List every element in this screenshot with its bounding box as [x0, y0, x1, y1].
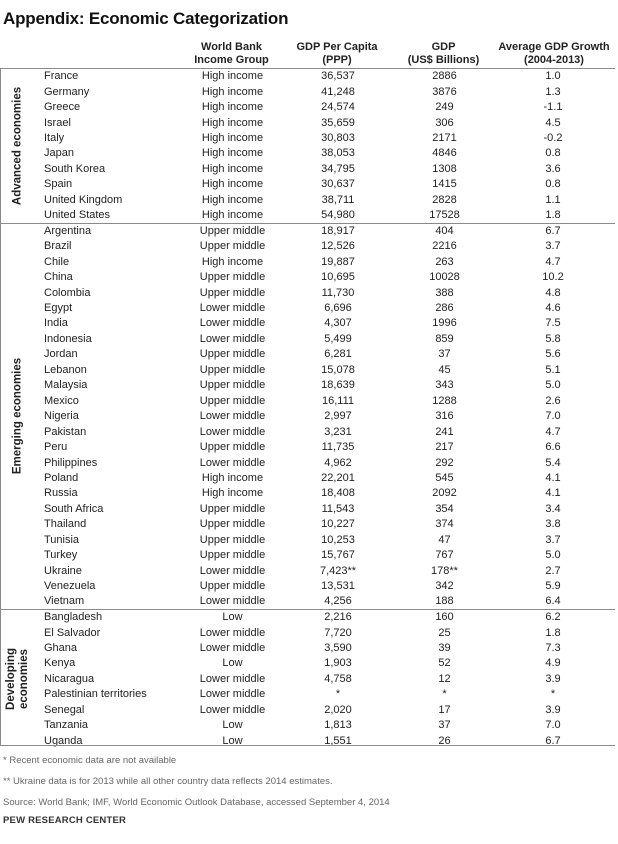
country-cell: Palestinian territories [44, 688, 147, 701]
gdp-per-capita-cell: 16,111 [321, 394, 354, 407]
column-header-line: World Bank [201, 41, 262, 53]
growth-cell: 4.7 [545, 255, 561, 268]
column-header-line: (US$ Billions) [407, 54, 480, 66]
growth-cell: -1.1 [543, 101, 563, 114]
country-cell: Chile [44, 255, 70, 268]
country-cell: Russia [44, 487, 78, 500]
gdp-cell: 1415 [432, 178, 457, 191]
growth-cell: 1.1 [545, 193, 561, 206]
gdp-cell: 343 [435, 379, 454, 392]
gdp-per-capita-cell: 10,253 [321, 533, 355, 546]
growth-cell: 1.8 [545, 626, 561, 639]
table-row [0, 640, 615, 655]
table-row [0, 362, 615, 377]
growth-cell: 3.7 [545, 240, 561, 253]
growth-cell: 4.5 [545, 116, 561, 129]
gdp-cell: 1308 [432, 162, 457, 175]
country-cell: Thailand [44, 518, 87, 531]
column-header-line: Income Group [194, 54, 269, 66]
gdp-per-capita-cell: 11,730 [321, 286, 355, 299]
income-group-cell: Upper middle [199, 533, 266, 546]
country-cell: Turkey [44, 549, 78, 562]
brand-label: PEW RESEARCH CENTER [3, 815, 127, 826]
gdp-per-capita-cell: 24,574 [321, 101, 355, 114]
growth-cell: 5.4 [545, 456, 561, 469]
country-cell: Mexico [44, 394, 79, 407]
growth-cell: 10.2 [542, 271, 564, 284]
gdp-per-capita-cell: 7,423** [319, 564, 357, 577]
gdp-per-capita-cell: 4,758 [324, 672, 352, 685]
country-cell: Italy [44, 132, 65, 145]
growth-cell: 5.1 [545, 363, 561, 376]
country-cell: Indonesia [44, 332, 92, 345]
growth-cell: -0.2 [543, 132, 563, 145]
country-cell: Tunisia [44, 533, 80, 546]
column-header-line: (PPP) [322, 54, 352, 66]
table-row [0, 455, 615, 470]
gdp-per-capita-cell: 2,020 [324, 703, 352, 716]
gdp-cell: 4846 [432, 147, 457, 160]
income-group-cell: Lower middle [199, 302, 266, 315]
income-group-cell: High income [201, 101, 264, 114]
gdp-per-capita-cell: 4,256 [324, 595, 352, 608]
gdp-per-capita-cell: 18,917 [278, 223, 398, 238]
column-header-line: Average GDP Growth [498, 41, 610, 53]
income-group-cell: Lower middle [199, 456, 266, 469]
table-row [0, 578, 615, 593]
gdp-per-capita-cell: 2,216 [278, 609, 398, 624]
income-group-cell: Lower middle [199, 672, 266, 685]
income-group-cell: Low [222, 719, 243, 732]
table-row [0, 378, 615, 393]
gdp-per-capita-cell: 18,639 [321, 379, 355, 392]
income-group-cell: High income [201, 132, 264, 145]
country-cell: Spain [44, 178, 73, 191]
gdp-per-capita-cell: 38,711 [321, 193, 355, 206]
gdp-per-capita-cell: 3,231 [324, 425, 352, 438]
gdp-per-capita-cell: 10,695 [321, 271, 355, 284]
income-group-cell: Upper middle [199, 348, 266, 361]
gdp-per-capita-cell: 15,767 [321, 549, 355, 562]
country-cell: Kenya [44, 657, 76, 670]
growth-cell: 7.0 [545, 410, 561, 423]
income-group-cell: High income [201, 487, 264, 500]
country-cell: Vietnam [44, 595, 85, 608]
income-group-cell: Upper middle [199, 580, 266, 593]
growth-cell: 6.7 [545, 734, 561, 747]
gdp-cell: 545 [435, 472, 454, 484]
income-group-cell: Upper middle [199, 379, 266, 392]
growth-cell: 3.4 [545, 502, 561, 515]
gdp-per-capita-cell: 2,997 [324, 410, 352, 423]
income-group-cell: Upper middle [199, 286, 266, 299]
table-row [0, 254, 615, 269]
gdp-cell: 354 [435, 502, 454, 515]
country-cell: Japan [44, 147, 74, 160]
gdp-cell: 388 [435, 286, 454, 299]
growth-cell: 4.1 [545, 472, 561, 484]
table-row [0, 486, 615, 501]
income-group-cell: Lower middle [199, 410, 266, 423]
income-group-cell: Upper middle [199, 518, 266, 531]
growth-cell: 1.0 [491, 69, 615, 84]
gdp-per-capita-cell: 54,980 [321, 209, 355, 222]
growth-cell: 4.1 [545, 487, 561, 500]
country-cell: Nigeria [44, 410, 79, 423]
growth-cell: * [550, 688, 556, 701]
column-header-line: GDP [431, 41, 456, 53]
growth-cell: 2.7 [545, 564, 561, 577]
column-header-line: (2004-2013) [524, 54, 584, 66]
gdp-cell: 1288 [432, 394, 457, 407]
income-group-cell: Lower middle [199, 317, 266, 330]
income-group-cell: Lower middle [199, 641, 266, 654]
country-cell: South Korea [44, 162, 106, 175]
income-group-cell: High income [201, 147, 264, 160]
income-group-cell: High income [201, 162, 264, 175]
gdp-per-capita-cell: 4,307 [324, 317, 352, 330]
gdp-cell: * [442, 688, 447, 701]
growth-cell: 3.7 [545, 533, 561, 546]
table-row [0, 517, 615, 532]
gdp-cell: 188 [435, 595, 454, 608]
gdp-cell: 1996 [432, 317, 457, 330]
country-cell: El Salvador [44, 626, 101, 639]
table-row [0, 238, 615, 253]
gdp-per-capita-cell: 30,637 [321, 178, 355, 191]
income-group-cell: Upper middle [199, 549, 266, 562]
gdp-per-capita-cell: 38,053 [321, 147, 355, 160]
income-group-cell: Upper middle [199, 441, 266, 454]
gdp-cell: 12 [438, 672, 451, 685]
economic-categorization-table [0, 68, 615, 748]
country-cell: Poland [44, 472, 79, 484]
gdp-per-capita-cell: 3,590 [324, 641, 352, 654]
growth-cell: 6.7 [491, 223, 615, 238]
gdp-per-capita-cell: 41,248 [321, 85, 355, 98]
table-row [0, 439, 615, 454]
country-cell: Jordan [44, 348, 78, 361]
gdp-per-capita-cell: 1,551 [324, 734, 352, 747]
income-group-cell: High income [187, 69, 278, 84]
gdp-cell: 2171 [432, 132, 457, 145]
income-group-cell: Lower middle [199, 626, 266, 639]
table-row [0, 671, 615, 686]
income-group-cell: Lower middle [199, 564, 266, 577]
country-cell: China [44, 271, 73, 284]
table-row [0, 300, 615, 315]
table-row [0, 347, 615, 362]
table-row [0, 532, 615, 547]
gdp-cell: 37 [438, 719, 451, 732]
group-label-line: Developing [5, 648, 17, 711]
country-cell: Uganda [44, 734, 83, 747]
income-group-cell: High income [201, 116, 264, 129]
gdp-cell: 52 [438, 657, 451, 670]
gdp-cell: 26 [438, 734, 451, 747]
table-row [0, 208, 615, 223]
gdp-per-capita-cell: 1,813 [324, 719, 352, 732]
growth-cell: 6.2 [491, 609, 615, 624]
growth-cell: 1.8 [545, 209, 561, 222]
growth-cell: 0.8 [545, 178, 561, 191]
gdp-cell: 286 [435, 302, 454, 315]
country-cell: Philippines [44, 456, 98, 469]
gdp-cell: 767 [435, 549, 454, 562]
growth-cell: 6.4 [545, 595, 561, 608]
income-group-cell: Lower middle [199, 332, 266, 345]
growth-cell: 4.9 [545, 657, 561, 670]
growth-cell: 5.0 [545, 379, 561, 392]
gdp-cell: 292 [435, 456, 454, 469]
gdp-per-capita-cell: * [335, 688, 341, 701]
gdp-cell: 2886 [398, 69, 491, 84]
gdp-cell: 17 [438, 703, 451, 716]
country-cell: Germany [44, 85, 90, 98]
gdp-cell: 45 [438, 363, 451, 376]
country-cell: Nicaragua [44, 672, 95, 685]
table-row [0, 625, 615, 640]
table-left-border [0, 68, 1, 745]
column-header-income-group [186, 41, 277, 67]
column-header-gdp [397, 41, 490, 67]
country-cell: South Africa [44, 502, 104, 515]
table-row [0, 718, 615, 733]
gdp-per-capita-cell: 19,887 [321, 255, 355, 268]
gdp-cell: 2092 [432, 487, 457, 500]
gdp-cell: 404 [398, 223, 491, 238]
country-cell: Brazil [44, 240, 72, 253]
table-row [0, 393, 615, 408]
table-row [0, 702, 615, 717]
gdp-cell: 160 [398, 609, 491, 624]
country-cell: Pakistan [44, 425, 87, 438]
footnote-recent-data: * Recent economic data are not available [3, 755, 177, 766]
gdp-per-capita-cell: 4,962 [324, 456, 352, 469]
country-cell: Bangladesh [36, 609, 187, 624]
income-group-cell: Upper middle [199, 502, 266, 515]
table-row [0, 656, 615, 671]
table-row [0, 269, 615, 284]
table-row [0, 331, 615, 346]
gdp-per-capita-cell: 11,735 [321, 441, 355, 454]
income-group-cell: Upper middle [199, 394, 266, 407]
growth-cell: 2.6 [545, 394, 561, 407]
table-row [0, 99, 615, 114]
income-group-cell: High income [201, 193, 264, 206]
income-group-cell: Lower middle [199, 595, 266, 608]
gdp-per-capita-cell: 6,696 [324, 302, 352, 315]
income-group-cell: High income [201, 209, 264, 222]
column-header-gdp-per-capita [277, 41, 397, 67]
gdp-cell: 316 [435, 410, 454, 423]
group-label [12, 87, 25, 205]
gdp-per-capita-cell: 30,803 [321, 132, 355, 145]
table-row [0, 161, 615, 176]
growth-cell: 5.9 [545, 580, 561, 593]
gdp-cell: 2216 [432, 240, 457, 253]
table-row [0, 609, 615, 624]
income-group-cell: High income [201, 255, 264, 268]
gdp-cell: 263 [435, 255, 454, 268]
gdp-cell: 17528 [429, 209, 460, 222]
growth-cell: 0.8 [545, 147, 561, 160]
gdp-cell: 47 [438, 533, 451, 546]
growth-cell: 7.5 [545, 317, 561, 330]
growth-cell: 7.0 [545, 719, 561, 732]
country-cell: Senegal [44, 703, 85, 716]
gdp-per-capita-cell: 1,903 [324, 657, 352, 670]
country-cell: France [36, 69, 187, 84]
gdp-cell: 37 [438, 348, 451, 361]
country-cell: Ukraine [44, 564, 82, 577]
gdp-cell: 217 [435, 441, 454, 454]
gdp-cell: 306 [435, 116, 454, 129]
table-row [0, 177, 615, 192]
country-cell: United States [44, 209, 111, 222]
table-row [0, 69, 615, 84]
income-group-cell: Low [222, 657, 243, 670]
country-cell: Ghana [44, 641, 78, 654]
table-row [0, 285, 615, 300]
growth-cell: 3.9 [545, 703, 561, 716]
growth-cell: 4.6 [545, 302, 561, 315]
growth-cell: 3.9 [545, 672, 561, 685]
growth-cell: 5.8 [545, 332, 561, 345]
growth-cell: 5.6 [545, 348, 561, 361]
income-group-cell: Lower middle [199, 703, 266, 716]
table-row [0, 563, 615, 578]
group-label-cell [0, 223, 36, 609]
gdp-per-capita-cell: 18,408 [321, 487, 355, 500]
table-row [0, 501, 615, 516]
table-row [0, 84, 615, 99]
page-title: Appendix: Economic Categorization [3, 9, 289, 28]
table-row [0, 223, 615, 238]
column-header-growth [490, 41, 618, 67]
table-row [0, 192, 615, 207]
gdp-cell: 2828 [432, 193, 457, 206]
growth-cell: 6.6 [545, 441, 561, 454]
gdp-cell: 39 [438, 641, 451, 654]
table-row [0, 594, 615, 609]
gdp-per-capita-cell: 15,078 [321, 363, 355, 376]
country-cell: Argentina [36, 223, 187, 238]
income-group-cell: Upper middle [187, 223, 278, 238]
group-label [12, 358, 25, 474]
table-row [0, 408, 615, 423]
growth-cell: 3.8 [545, 518, 561, 531]
income-group-cell: Low [222, 734, 243, 747]
country-cell: United Kingdom [44, 193, 123, 206]
gdp-per-capita-cell: 11,543 [321, 502, 355, 515]
income-group-cell: Low [187, 609, 278, 624]
group-label-line: Emerging economies [11, 358, 24, 475]
gdp-cell: 249 [435, 101, 454, 114]
table-row [0, 130, 615, 145]
table-row [0, 424, 615, 439]
income-group-cell: High income [201, 178, 264, 191]
country-cell: Egypt [44, 302, 73, 315]
gdp-per-capita-cell: 36,537 [278, 69, 398, 84]
country-cell: Tanzania [44, 719, 89, 732]
income-group-cell: Lower middle [199, 688, 266, 701]
income-group-cell: High income [201, 472, 264, 484]
source-note: Source: World Bank; IMF, World Economic Outlook Database, accessed September 4, 2014 [3, 797, 390, 808]
group-label-line: economies [18, 649, 30, 710]
gdp-per-capita-cell: 12,526 [321, 240, 355, 253]
group-label-line: Advanced economies [11, 86, 24, 205]
table-row [0, 316, 615, 331]
income-group-cell: High income [201, 85, 264, 98]
growth-cell: 4.8 [545, 286, 561, 299]
gdp-per-capita-cell: 5,499 [324, 332, 352, 345]
table-row [0, 733, 615, 748]
group-label-cell [0, 609, 36, 748]
income-group-cell: Upper middle [199, 363, 266, 376]
country-cell: Lebanon [44, 363, 87, 376]
income-group-cell: Upper middle [199, 271, 266, 284]
table-row [0, 470, 615, 485]
gdp-per-capita-cell: 22,201 [321, 472, 355, 484]
country-cell: Peru [44, 441, 68, 454]
table-bottom-rule [0, 745, 615, 746]
income-group-cell: Lower middle [199, 425, 266, 438]
gdp-per-capita-cell: 34,795 [321, 162, 355, 175]
country-cell: Colombia [44, 286, 91, 299]
gdp-cell: 342 [435, 580, 454, 593]
growth-cell: 1.3 [545, 85, 561, 98]
country-cell: Israel [44, 116, 71, 129]
table-row [0, 146, 615, 161]
gdp-per-capita-cell: 6,281 [324, 348, 352, 361]
group-label-cell [0, 69, 36, 224]
gdp-cell: 3876 [432, 85, 457, 98]
gdp-per-capita-cell: 7,720 [324, 626, 352, 639]
gdp-cell: 25 [438, 626, 451, 639]
gdp-cell: 178** [431, 564, 458, 577]
gdp-per-capita-cell: 35,659 [321, 116, 355, 129]
growth-cell: 3.6 [545, 162, 561, 175]
gdp-cell: 10028 [429, 271, 460, 284]
country-cell: Malaysia [44, 379, 88, 392]
group-label [5, 648, 31, 710]
table-row [0, 115, 615, 130]
gdp-cell: 374 [435, 518, 454, 531]
growth-cell: 7.3 [545, 641, 561, 654]
country-cell: Greece [44, 101, 81, 114]
country-cell: India [44, 317, 68, 330]
gdp-per-capita-cell: 10,227 [321, 518, 355, 531]
footnote-ukraine: ** Ukraine data is for 2013 while all other country data reflects 2014 estimates. [3, 776, 333, 787]
income-group-cell: Upper middle [199, 240, 266, 253]
growth-cell: 5.0 [545, 549, 561, 562]
country-cell: Venezuela [44, 580, 96, 593]
gdp-cell: 241 [435, 425, 454, 438]
table-row [0, 687, 615, 702]
growth-cell: 4.7 [545, 425, 561, 438]
column-header-line: GDP Per Capita [296, 41, 378, 53]
gdp-cell: 859 [435, 332, 454, 345]
gdp-per-capita-cell: 13,531 [321, 580, 355, 593]
table-row [0, 548, 615, 563]
